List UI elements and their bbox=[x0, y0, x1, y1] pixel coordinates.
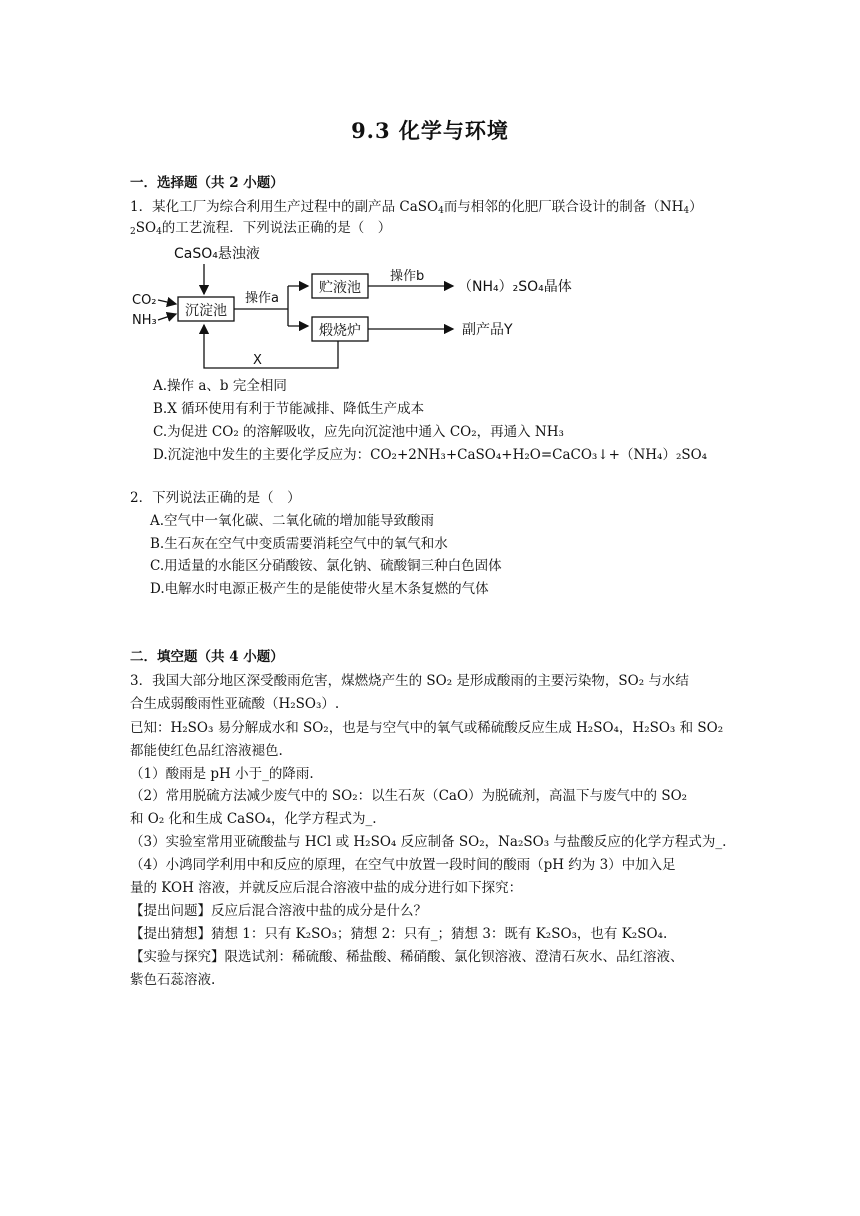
q2-stem: 2．下列说法正确的是（ ） bbox=[130, 490, 301, 506]
q3-line-14: 紫色石蕊溶液. bbox=[130, 972, 216, 988]
operation-a-label: 操作a bbox=[245, 291, 279, 306]
calcining-furnace-label: 煅烧炉 bbox=[319, 323, 361, 339]
q3-line-12: 【提出猜想】猜想 1：只有 K₂SO₃；猜想 2：只有_；猜想 3：既有 K₂SO₃，也有 K₂SO₄. bbox=[130, 926, 668, 942]
q2-option-d: D.电解水时电源正极产生的是能使带火星木条复燃的气体 bbox=[150, 581, 489, 597]
q3-line-9: （4）小鸿同学利用中和反应的原理，在空气中放置一段时间的酸雨（pH 约为 3）中加入足 bbox=[130, 857, 676, 873]
q3-line-5: （1）酸雨是 pH 小于_的降雨. bbox=[130, 766, 314, 782]
precipitation-tank-label: 沉淀池 bbox=[185, 303, 227, 319]
section-heading-choice: 一．选择题（共 2 小题） bbox=[130, 175, 284, 191]
storage-tank-label: 贮液池 bbox=[319, 280, 361, 296]
q2-option-b: B.生石灰在空气中变质需要消耗空气中的氧气和水 bbox=[150, 536, 448, 552]
nh3-label: NH₃ bbox=[132, 313, 157, 328]
q3-line-13: 【实验与探究】限选试剂：稀硫酸、稀盐酸、稀硝酸、氯化钡溶液、澄清石灰水、品红溶液、 bbox=[130, 949, 684, 965]
x-recycle-label: X bbox=[253, 353, 262, 368]
nh3-arrow bbox=[158, 314, 176, 320]
process-flow-diagram bbox=[128, 240, 588, 370]
q1-option-c: C.为促进 CO₂ 的溶解吸收，应先向沉淀池中通入 CO₂，再通入 NH₃ bbox=[153, 424, 564, 440]
page-title: 9.3 化学与环境 bbox=[351, 118, 509, 143]
q1-stem-line1: 1．某化工厂为综合利用生产过程中的副产品 CaSO$_4$而与相邻的化肥厂联合设计的制备$(NH_4)$ bbox=[130, 199, 703, 216]
q2-option-a: A.空气中一氧化碳、二氧化硫的增加能导致酸雨 bbox=[150, 513, 435, 529]
q3-line-7: 和 O₂ 化和生成 CaSO₄，化学方程式为_. bbox=[130, 811, 377, 827]
q3-line-1: 3．我国大部分地区深受酸雨危害，煤燃烧产生的 SO₂ 是形成酸雨的主要污染物，SO₂ 与水结 bbox=[130, 673, 689, 689]
q1-option-a: A.操作 a、b 完全相同 bbox=[153, 378, 287, 394]
q3-line-3: 已知：H₂SO₃ 易分解成水和 SO₂，也是与空气中的氧气或稀硫酸反应生成 H₂SO₄，H₂SO₃ 和 SO₂ bbox=[130, 720, 724, 736]
q3-line-6: （2）常用脱硫方法减少废气中的 SO₂：以生石灰（CaO）为脱硫剂，高温下与废气中的 SO₂ bbox=[130, 788, 688, 804]
byproduct-y-label: 副产品Y bbox=[462, 322, 513, 338]
q2-option-c: C.用适量的水能区分硝酸铵、氯化钠、硫酸铜三种白色固体 bbox=[150, 558, 502, 574]
section-heading-fill: 二．填空题（共 4 小题） bbox=[130, 649, 284, 665]
q3-line-8: （3）实验室常用亚硫酸盐与 HCl 或 H₂SO₄ 反应制备 SO₂，Na₂SO₃ 与盐酸反应的化学方程式为_. bbox=[130, 834, 727, 850]
q1-option-b: B.X 循环使用有利于节能减排、降低生产成本 bbox=[153, 401, 425, 417]
q3-line-11: 【提出问题】反应后混合溶液中盐的成分是什么？ bbox=[130, 903, 427, 919]
co2-arrow bbox=[158, 300, 176, 304]
ammonium-sulfate-crystal-label: （NH₄）₂SO₄晶体 bbox=[458, 279, 572, 295]
operation-b-label: 操作b bbox=[390, 269, 425, 284]
co2-label: CO₂ bbox=[132, 293, 157, 308]
q1-option-d: D.沉淀池中发生的主要化学反应为：CO₂+2NH₃+CaSO₄+H₂O=CaCO₃↓+（NH₄）₂SO₄ bbox=[153, 447, 708, 463]
caso4-suspension-label: CaSO₄悬浊液 bbox=[174, 246, 260, 262]
q1-stem-line2: $_2SO_4$的工艺流程．下列说法正确的是（ ） bbox=[130, 220, 392, 237]
q3-line-4: 都能使红色品红溶液褪色. bbox=[130, 743, 283, 759]
q3-line-10: 量的 KOH 溶液，并就反应后混合溶液中盐的成分进行如下探究： bbox=[130, 880, 523, 896]
q3-line-2: 合生成弱酸雨性亚硫酸（H₂SO₃）. bbox=[130, 696, 340, 712]
